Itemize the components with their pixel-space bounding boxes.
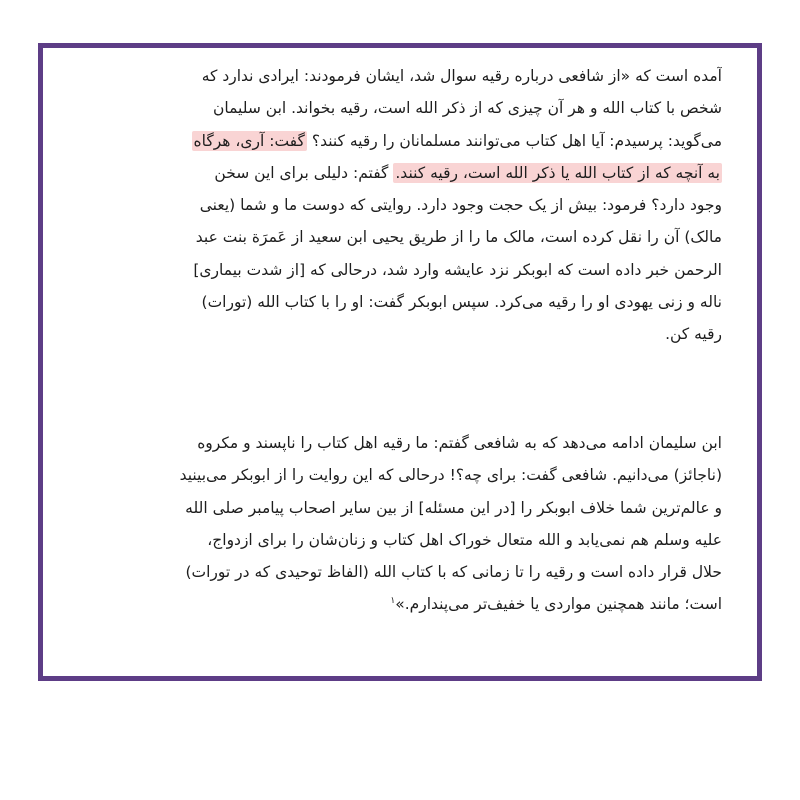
highlighted-text: گفت: آری، هرگاه bbox=[193, 131, 305, 150]
text-line: ناله و زنی یهودی او را رقیه می‌کرد. سپس ابوبکر گفت: او را با کتاب الله (تورات) bbox=[201, 293, 722, 312]
text-line bbox=[62, 588, 722, 620]
text-line: الرحمن خبر داده است که ابوبکر نزد عایشه وارد شد، درحالی که [از شدت بیماری] bbox=[193, 260, 722, 279]
text-line: و عالم‌ترین شما خلاف ابوبکر را [در این مسئله] از بین سایر اصحاب پیامبر صلی الله bbox=[185, 498, 722, 517]
text-line: شخص با کتاب الله و هر آن چیزی که از ذکر الله است، رقیه بخواند. ابن سلیمان bbox=[212, 99, 722, 118]
text-line bbox=[62, 157, 722, 189]
highlighted-text: به آنچه که از کتاب الله یا ذکر الله است، رقیه کنند. bbox=[395, 163, 720, 182]
text-segment: می‌گوید: پرسیدم: آیا اهل کتاب می‌توانند مسلمانان را رقیه کنند؟ bbox=[311, 131, 722, 150]
text-segment: است؛ مانند همچنین مواردی یا خفیف‌تر می‌پندارم.» bbox=[395, 595, 722, 614]
text-line bbox=[62, 125, 722, 157]
paragraph-2 bbox=[62, 427, 722, 621]
text-line: (ناجائز) می‌دانیم. شافعی گفت: برای چه؟! درحالی که این روایت را از ابوبکر می‌بینید bbox=[179, 466, 722, 485]
paragraph-1 bbox=[62, 60, 722, 351]
text-line: حلال قرار داده است و رقیه را تا زمانی که با کتاب الله (الفاظ توحیدی که در تورات) bbox=[185, 563, 722, 582]
footnote-marker: ۱ bbox=[390, 596, 396, 607]
text-line: مالک) آن را نقل کرده است، مالک ما را از طریق یحیی ابن سعید از عَمرَة بنت عبد bbox=[195, 228, 722, 247]
text-line: ابن سلیمان ادامه می‌دهد که به شافعی گفتم: ما رقیه اهل کتاب را ناپسند و مکروه bbox=[197, 434, 722, 452]
text-line: رقیه کن. bbox=[665, 325, 722, 344]
text-segment: گفتم: دلیلی برای این سخن bbox=[214, 163, 389, 182]
text-line: وجود دارد؟ فرمود: بیش از یک حجت وجود دارد. روایتی که دوست ما و شما (یعنی bbox=[199, 196, 722, 215]
text-line: آمده است که «از شافعی درباره رقیه سوال شد، ایشان فرمودند: ایرادی ندارد که bbox=[201, 67, 722, 85]
text-line: علیه وسلم هم نمی‌یابد و الله متعال خوراک اهل کتاب و زنان‌شان را برای ازدواج، bbox=[207, 530, 722, 549]
